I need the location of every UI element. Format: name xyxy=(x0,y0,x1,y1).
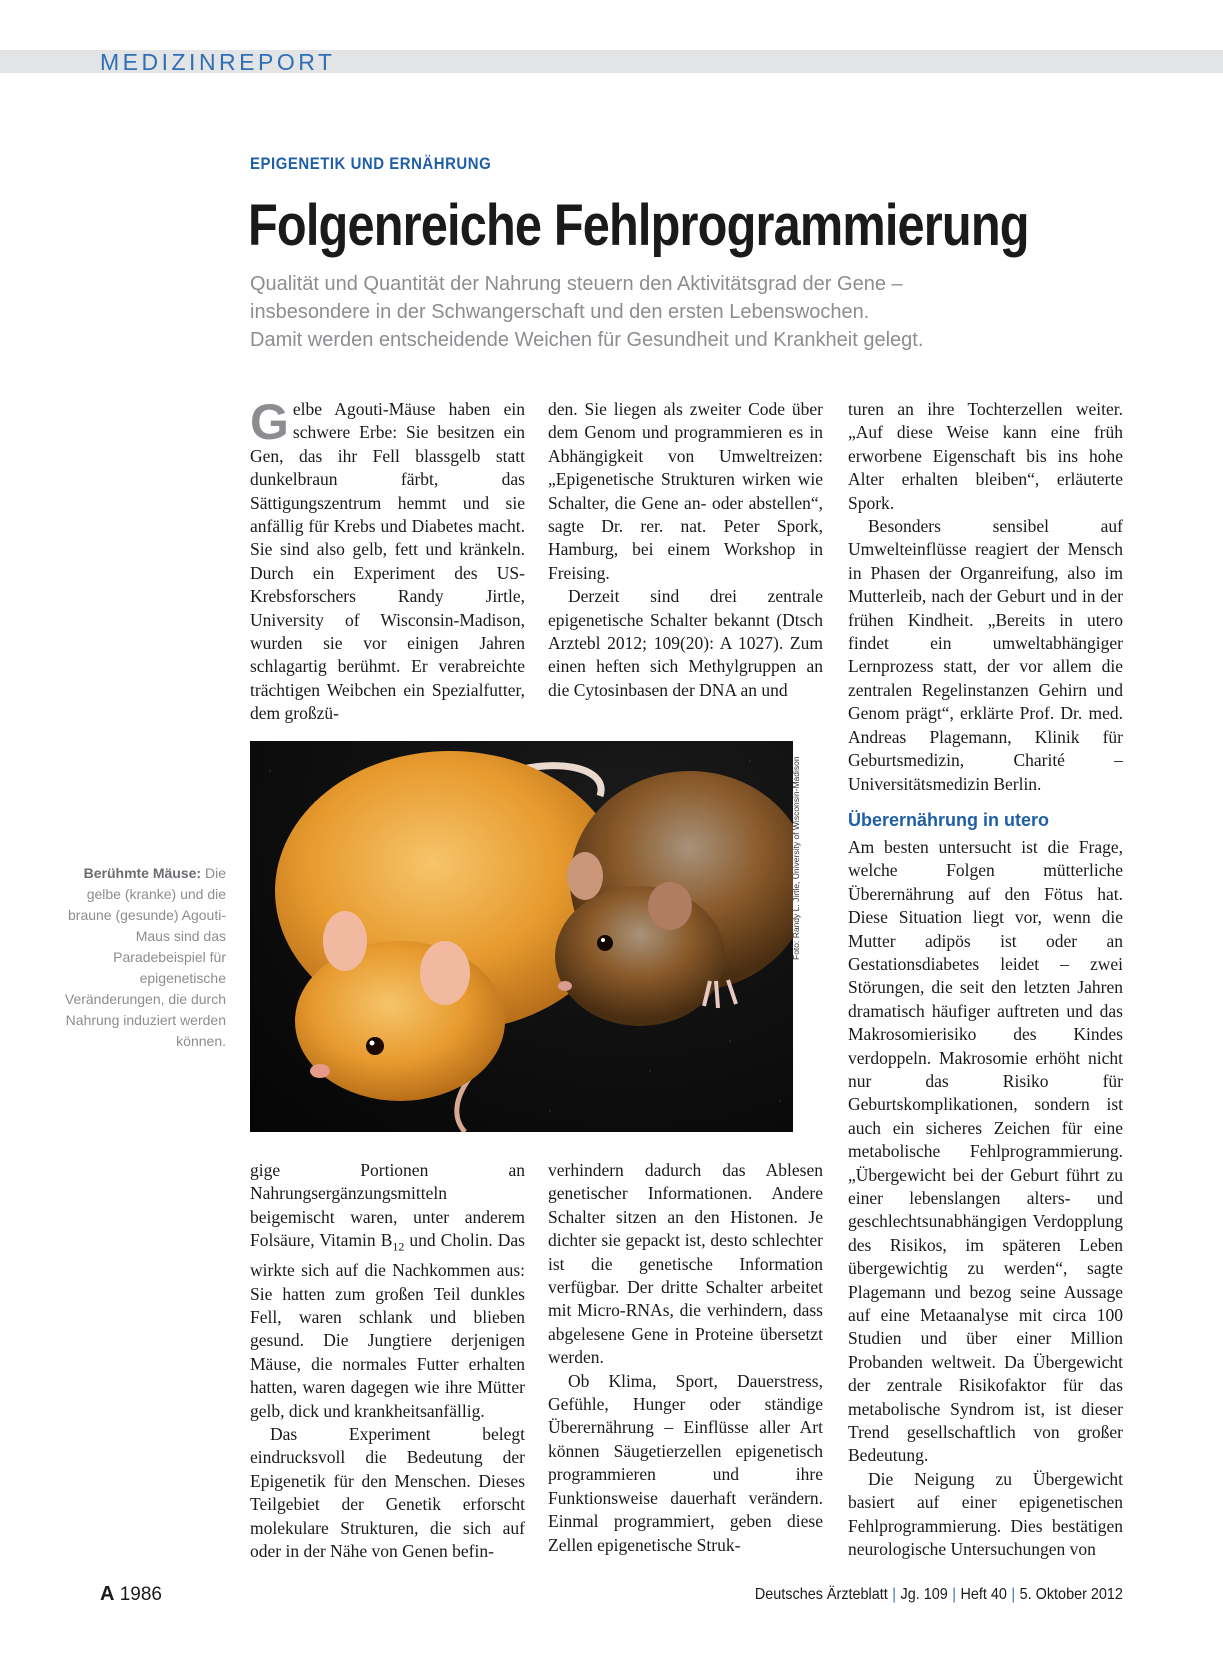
section-label: MEDIZINREPORT xyxy=(100,49,336,75)
caption-text: Die gelbe (kranke) und die braune (gesunde) Agouti-Maus sind das Paradebeispiel für epigenetische Veränderungen, die durch Nahrung induziert werden können. xyxy=(64,865,226,1049)
folio-number: 1986 xyxy=(119,1584,163,1605)
journal-issue: Heft 40 xyxy=(960,1586,1007,1603)
body-text: Die Neigung zu Übergewicht basiert auf einer epigenetischen Fehlprogrammierung. Dies bestätigen neurologische Untersuchungen von xyxy=(848,1468,1123,1560)
subscript: 12 xyxy=(392,1239,405,1254)
lead-line: Damit werden entscheidende Weichen für Gesundheit und Krankheit gelegt. xyxy=(250,329,924,351)
column-2-bottom xyxy=(548,1159,823,1557)
drop-cap: G xyxy=(250,394,289,450)
journal-volume: Jg. 109 xyxy=(900,1586,948,1603)
page-number xyxy=(100,1583,162,1606)
journal-name: Deutsches Ärzteblatt xyxy=(754,1586,888,1603)
body-text: den. Sie liegen als zweiter Code über dem Genom und programmieren es in Abhängigkeit von Umweltreizen: „Epigenetische Strukturen wirken wie Schalter, die Gene an- oder abstellen“, sagte Dr. rer. nat. Peter Spork, Hamburg, bei einem Workshop in Freising. xyxy=(548,399,823,583)
body-text: gige Portionen an Nahrungsergänzungsmitteln beigemischt waren, unter anderem Folsäure, Vitamin B xyxy=(250,1160,525,1251)
mice-illustration xyxy=(250,741,793,1132)
body-text: verhindern dadurch das Ablesen genetischer Informationen. Andere Schalter sitzen an den Histonen. Je dichter sie gepackt ist, desto schlechter ist die genetische Information verfügbar. Der dritte Schalter arbeitet mit Micro-RNAs, die verhindern, dass abgelesene Gene in Proteine übersetzt werden. xyxy=(548,1160,823,1368)
body-text: Besonders sensibel auf Umwelteinflüsse reagiert der Mensch in Phasen der Organreifung, also im Mutterleib, nach der Geburt und in der frühen Kindheit. „Bereits in utero findet ein umweltabhängiger Lernprozess statt, der vor allem die zentralen Regelinstanzen Gehirn und Genom prägt“, erklärte Prof. Dr. med. Andreas Plagemann, Klinik für Geburtsmedizin, Charité – Universitätsmedizin Berlin. xyxy=(848,516,1123,794)
body-text: Das Experiment belegt eindrucksvoll die Bedeutung der Epigenetik für den Menschen. Dieses Teilgebiet der Genetik erforscht molekulare Strukturen, die sich auf oder in der Nähe von Genen befin- xyxy=(250,1423,525,1561)
subheading: Überernährung in utero xyxy=(848,809,1050,830)
body-text: turen an ihre Tochterzellen weiter. „Auf diese Weise kann eine früh erworbene Eigenschaft bis ins hohe Alter erhalten bleiben“, erläuterte Spork. xyxy=(848,399,1123,513)
body-text: und Cholin. Das wirkte sich auf die Nachkommen aus: Sie hatten zum großen Teil dunkles Fell, waren schlank und blieben gesund. Die Jungtiere derjenigen Mäuse, die normales Futter erhalten hatten, waren dagegen wie ihre Mütter gelb, dick und krankheitsanfällig. xyxy=(250,1230,525,1421)
kicker: EPIGENETIK UND ERNÄHRUNG xyxy=(250,154,492,173)
photo-caption xyxy=(60,863,226,1052)
brown-mouse-head xyxy=(555,886,725,1026)
body-text: Ob Klima, Sport, Dauerstress, Gefühle, Hunger oder ständige Überernährung – Einflüsse aller Art können Säugetierzellen epigenetisch programmieren und ihre Funktionsweise dauerhaft verändern. Einmal programmiert, geben diese Zellen epigenetische Struk- xyxy=(548,1370,823,1555)
yellow-mouse-head xyxy=(295,941,505,1101)
column-3 xyxy=(848,398,1123,1562)
headline: Folgenreiche Fehlprogrammierung xyxy=(248,193,1029,258)
column-2-top xyxy=(548,398,823,702)
photo-credit: Foto: Randy L. Jirtle, University of Wisconsin-Madison xyxy=(791,756,801,960)
lead-line: Qualität und Quantität der Nahrung steuern den Aktivitätsgrad der Gene – xyxy=(250,273,903,295)
lead-line: insbesondere in der Schwangerschaft und den ersten Lebenswochen. xyxy=(250,301,870,323)
caption-title: Berühmte Mäuse: xyxy=(83,865,202,881)
body-text: Am besten untersucht ist die Frage, welche Folgen mütterliche Überernährung auf den Fötus hat. Diese Situation liegt vor, wenn die Mutter adipös ist oder an Gestationsdiabetes leidet – zwei Störungen, die seit den letzten Jahren dramatisch häufiger auftreten und das Makrosomierisiko des Kindes verdoppeln. Makrosomie erhöht nicht nur das Risiko für Geburtskomplikationen, sondern ist auch ein sicheres Zeichen für eine metabolische Fehlprogrammierung. „Übergewicht bei der Geburt führt zu einer lebenslangen alters- und geschlechtsunabhängigen Verdopplung des Risikos, im späteren Leben übergewichtig zu werden“, sagte Plagemann und bezog seine Aussage auf eine Metaanalyse mit circa 100 Studien und über einer Million Probanden weltweit. Da Übergewicht der zentrale Risikofaktor für das metabolische Syndrom ist, ist dieser Trend gesellschaftlich von großer Bedeutung. xyxy=(848,836,1123,1466)
journal-footer: Deutsches Ärzteblatt | Jg. 109 | Heft 40 | 5. Oktober 2012 xyxy=(754,1586,1123,1603)
mice-photo xyxy=(250,741,793,1132)
column-1-top xyxy=(250,394,525,726)
body-text: Derzeit sind drei zentrale epigenetische Schalter bekannt (Dtsch Arztebl 2012; 109(20): A 1027). Zum einen heften sich Methylgruppen an die Cytosinbasen der DNA an und xyxy=(548,586,823,700)
lead-paragraph xyxy=(250,270,1130,354)
folio-letter: A xyxy=(100,1583,115,1605)
body-text: elbe Agouti-Mäuse haben ein schwere Erbe: Sie besitzen ein Gen, das ihr Fell blassgelb statt dunkelbraun färbt, das Sättigungszentrum hemmt und sie anfällig für Krebs und Diabetes macht. Sie sind also gelb, fett und kränkeln. Durch ein Experiment des US-Krebsforschers Randy Jirtle, University of Wisconsin-Madison, wurden sie vor einigen Jahren schlagartig berühmt. Er verabreichte trächtigen Weibchen ein Spezialfutter, dem großzü- xyxy=(250,399,525,724)
column-1-bottom xyxy=(250,1159,525,1563)
journal-date: 5. Oktober 2012 xyxy=(1019,1586,1123,1603)
